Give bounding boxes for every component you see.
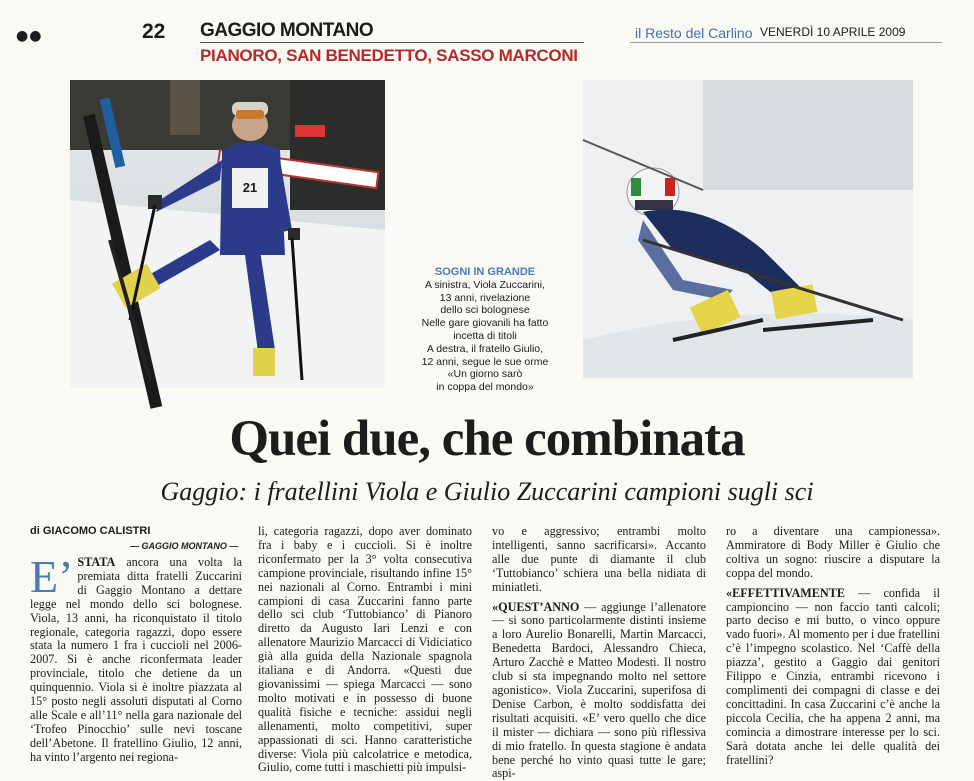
photo-caption [405,266,565,394]
caption-line: A destra, il fratello Giulio, [426,342,544,355]
caption-title: SOGNI IN GRANDE [434,266,536,278]
byline-author: di GIACOMO CALISTRI [30,525,151,537]
bib-number: 21 [242,180,258,195]
lead-word: «QUEST’ANNO [492,599,580,614]
photo-giulio [583,80,913,378]
caption-line: Nelle gare giovanili ha fatto [421,317,549,330]
caption-line: dello sci bolognese [440,304,530,317]
caption-line: «Un giorno sarò [447,368,523,381]
issue-date: VENERDÌ 10 APRILE 2009 [760,25,906,39]
drop-cap: E’ [30,551,74,602]
caption-line: in coppa del mondo» [436,381,534,394]
caption-line: 12 anni, segue le sue orme [421,355,549,368]
caption-line: incetta di titoli [453,329,517,342]
photo-viola [70,80,385,388]
headline: Quei due, che combinata [229,411,745,467]
column-text: ancora una volta la premiata ditta fratelli Zuccarini di Gaggio Montano a dettare legge nel mondo dello sci bolognese. Viola, 13 anni, ha riconquistato il titolo regionale, categoria ragazzi, dopo essere stata la numero 1 fra i cuccioli nel 2006-2007. Si è anche riconfermata leader provinciale, titolo che detiene da un quinquennio. Viola si è inoltre piazzata al 15° posto negli assoluti disputati al Corno alle Scale e all’11° nella gara nazionale del ‘Trofeo Pinocchio’ sulle nevi toscane dell’Abetone. Il fratellino Giulio, 12 anni, ha vinto l’argento nei regiona- [30,555,242,764]
page-number: 22 [142,20,166,43]
lead-word: STATA [77,555,116,569]
newspaper-name: il Resto del Carlino [635,25,753,41]
skier-giulio-image [583,80,913,378]
skier-viola-image [70,80,385,388]
byline-place: — GAGGIO MONTANO — [130,541,239,551]
column-text: li, categoria ragazzi, dopo aver dominato fra i baby e i cuccioli. Si è inoltre riconfermato per la 3° volta consecutiva campione provinciale, risultando infine 15° nei nazionali al Corno. Entrambi i mini campioni di casa Zuccarini fanno parte dello sci club ‘Tuttobianco’ di Pianoro diretto da Augusto Iari Lenzi e con allenatore Maurizio Marcacci di Vidiciatico già alla guida della Nazionale spagnola italiana e di Andorra. «Questi due giovanissimi — spiega Marcacci — sono molto motivati e in possesso di buone qualità fisiche e tecniche: assidui negli allenamenti, molto competitivi, super appassionati di sci. Hanno caratteristiche diverse: Viola più calcolatrice e metodica, Giulio, come tutti i maschietti più impulsi- [258,524,472,775]
article-column-1 [30,551,242,764]
article-column-2 [258,524,472,775]
column-text: — confida il campioncino — non faccio tanti calcoli; parto deciso e mi butto, o vinco oppure vado fuori». Al momento per i due fratellini c’è l’impegno scolastico. Nel ‘Caffè della piazza’, gestito a Gaggio dai genitori Filippo e Cinzia, entrambi ricevono i complimenti dei compagni di classe e dei concittadini. In casa Zuccarini c’è anche la piccola Cecilia, che ha appena 2 anni, ma comincia a dimostrare interesse per lo sci. Sarà dotata anche lei delle qualità dei fratellini? [726,585,940,767]
column-text: vo e aggressivo; entrambi molto intelligenti, sanno sacrificarsi». Accanto alle due punte di diamante il club ‘Tuttobianco’ schiera una bella nidiata di miniatleti. [492,524,706,594]
caption-line: A sinistra, Viola Zuccarini, [424,278,546,291]
header-rule-right [630,42,942,43]
caption-line: 13 anni, rivelazione [439,291,531,304]
section-title: GAGGIO MONTANO [200,20,374,41]
article-column-3 [492,524,706,781]
header-rule [200,42,584,43]
page-dots: ●● [16,28,43,44]
column-text: ro a diventare una campionessa». Ammiratore di Body Miller è Giulio che coltiva un sogno: riuscire a disputare la coppa del mondo. [726,524,940,580]
subheadline: Gaggio: i fratellini Viola e Giulio Zuccarini campioni sugli sci [160,477,814,506]
subsection-title: PIANORO, SAN BENEDETTO, SASSO MARCONI [200,46,578,65]
lead-word: «EFFETTIVAMENTE [726,585,845,600]
article-column-4 [726,524,940,767]
column-text: — aggiunge l’allenatore — si sono particolarmente distinti insieme a loro Aurelio Bonarelli, Martin Marcacci, Benedetta Bardoci, Alessandro Chieca, Arturo Zacchè e Matteo Modesti. Il nostro club si sta impegnando molto nel settore agonistico». Viola Zuccarini, superifosa di Denise Carbon, è molto soddisfatta dei risultati acquisiti. «E’ vero quello che dice il mister — dichiara — sono più riflessiva di mio fratello. In questa stagione è andata bene perché ho vinto quasi tutte le gare; aspi- [492,599,706,781]
